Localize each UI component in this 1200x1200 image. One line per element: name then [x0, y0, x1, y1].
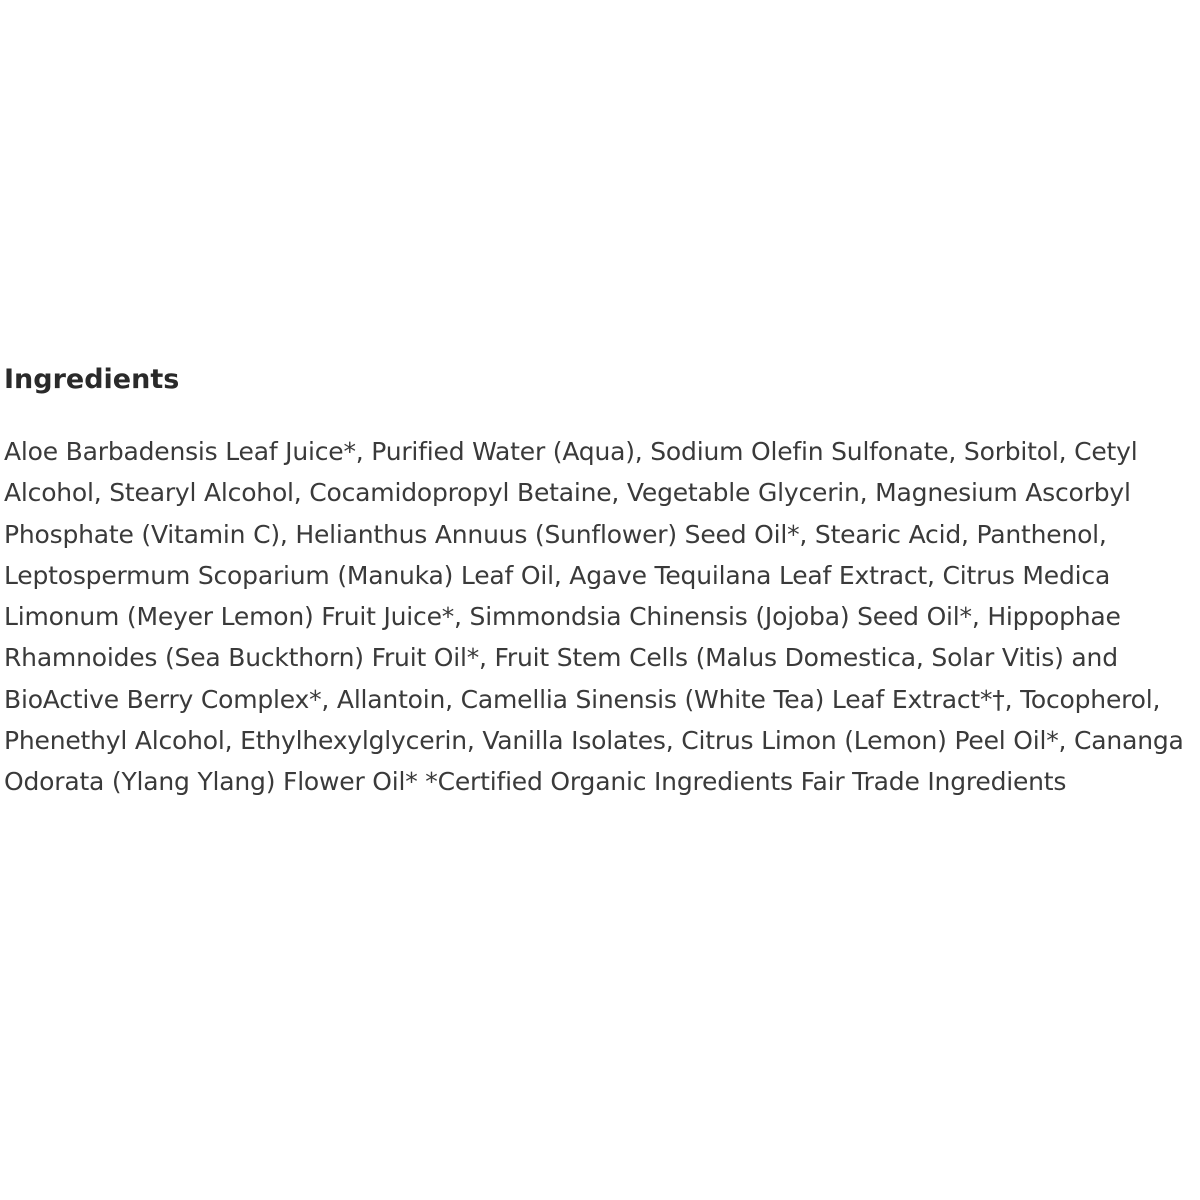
ingredients-heading: Ingredients [4, 364, 180, 395]
ingredients-list: Aloe Barbadensis Leaf Juice*, Purified Water (Aqua), Sodium Olefin Sulfonate, Sorbitol, Cetyl Alcohol, Stearyl Alcohol, Cocamidopropyl Betaine, Vegetable Glycerin, Magnesium Ascorbyl Phosphate (Vitamin C), Helianthus Annuus (Sunflower) Seed Oil*, Stearic Acid, Panthenol, Leptospermum Scoparium (Manuka) Leaf Oil, Agave Tequilana Leaf Extract, Citrus Medica Limonum (Meyer Lemon) Fruit Juice*, Simmondsia Chinensis (Jojoba) Seed Oil*, Hippophae Rhamnoides (Sea Buckthorn) Fruit Oil*, Fruit Stem Cells (Malus Domestica, Solar Vitis) and BioActive Berry Complex*, Allantoin, Camellia Sinensis (White Tea) Leaf Extract*†, Tocopherol, Phenethyl Alcohol, Ethylhexylglycerin, Vanilla Isolates, Citrus Limon (Lemon) Peel Oil*, Cananga Odorata (Ylang Ylang) Flower Oil* *Certified Organic Ingredients Fair Trade Ingredients [4, 437, 1184, 797]
ingredients-section [4, 362, 1196, 803]
